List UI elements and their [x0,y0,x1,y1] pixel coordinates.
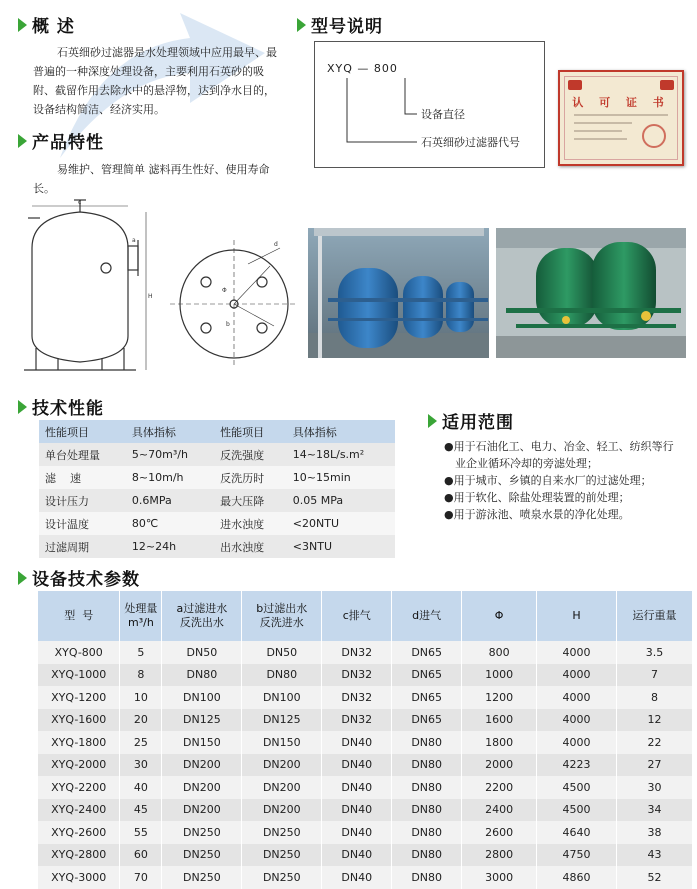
table-cell: DN100 [242,686,322,709]
table-cell: <3NTU [287,535,395,558]
list-item: ●用于城市、乡镇的自来水厂的过滤处理； [444,474,652,487]
table-header-cell: c排气 [322,591,392,641]
table-row [38,799,693,822]
table-cell: 0.05 MPa [287,489,395,512]
table-header-cell: Φ [462,591,537,641]
table-cell: XYQ-1800 [38,731,120,754]
table-cell: DN200 [242,776,322,799]
photo-blue-filter-tanks [308,228,489,358]
table-header-cell: b过滤出水 反洗进水 [242,591,322,641]
table-cell: XYQ-2600 [38,821,120,844]
certificate-title: 认 可 证 书 [572,96,670,109]
table-cell: DN125 [242,709,322,732]
table-cell: DN250 [162,844,242,867]
table-cell: 0.6MPa [126,489,214,512]
table-cell: 3000 [462,866,537,889]
model-heading [297,12,383,37]
table-cell: XYQ-2200 [38,776,120,799]
certificate-logo-left [568,80,582,90]
table-cell: DN50 [242,641,322,664]
table-header-cell: 性能项目 [214,420,287,443]
table-cell: 3.5 [617,641,693,664]
table-cell: 设计压力 [39,489,126,512]
params-heading [18,565,140,590]
table-cell: 2200 [462,776,537,799]
table-cell: DN40 [322,776,392,799]
list-item: ●用于软化、除盐处理装置的前处理； [444,491,630,504]
table-cell: DN80 [392,754,462,777]
table-cell: DN250 [162,821,242,844]
heading-arrow-icon [18,18,27,32]
scope-title: 适用范围 [442,413,514,433]
svg-text:c: c [78,199,82,206]
list-item: ●用于游泳池、喷泉水景的净化处理。 [444,508,630,521]
table-cell: 4223 [537,754,617,777]
features-heading [18,128,104,153]
model-label-diameter: 设备直径 [421,108,465,121]
table-cell: DN125 [162,709,242,732]
table-cell: DN40 [322,844,392,867]
table-header-row [39,420,395,443]
certificate-seal [642,124,666,148]
params-table [38,591,693,889]
table-cell: DN32 [322,641,392,664]
table-cell: 4640 [537,821,617,844]
table-row [38,686,693,709]
table-row [38,821,693,844]
table-cell: <20NTU [287,512,395,535]
table-cell: 进水浊度 [214,512,287,535]
table-cell: 反洗历时 [214,466,287,489]
table-cell: 出水浊度 [214,535,287,558]
table-cell: 1800 [462,731,537,754]
params-title: 设备技术参数 [32,570,140,590]
table-cell: DN250 [162,866,242,889]
tech-performance-table [39,420,395,558]
table-cell: DN100 [162,686,242,709]
table-cell: DN40 [322,731,392,754]
table-row [38,664,693,687]
model-title: 型号说明 [311,17,383,37]
model-label-code: 石英细砂过滤器代号 [421,136,520,149]
table-cell: 38 [617,821,693,844]
photo-green-filter-tanks [496,228,686,358]
overview-title: 概 述 [32,17,75,37]
table-cell: 4000 [537,709,617,732]
table-cell: 2000 [462,754,537,777]
svg-text:H: H [148,293,153,300]
table-cell: 过滤周期 [39,535,126,558]
table-cell: 滤 速 [39,466,126,489]
table-cell: DN65 [392,686,462,709]
table-row [38,754,693,777]
table-cell: DN200 [242,754,322,777]
table-cell: 40 [120,776,162,799]
table-cell: XYQ-3000 [38,866,120,889]
features-text: 易维护、管理简单 滤料再生性好、使用寿命长。 [33,163,270,195]
table-cell: 2600 [462,821,537,844]
table-cell: 10~15min [287,466,395,489]
table-cell: DN200 [162,776,242,799]
table-cell: DN150 [162,731,242,754]
table-cell: DN80 [162,664,242,687]
features-title: 产品特性 [32,133,104,153]
tank-side-view-drawing [20,198,155,383]
table-cell: DN65 [392,641,462,664]
heading-arrow-icon [18,134,27,148]
table-cell: DN50 [162,641,242,664]
table-cell: 7 [617,664,693,687]
table-cell: DN65 [392,709,462,732]
table-cell: 27 [617,754,693,777]
tech-performance-heading [18,394,104,419]
table-header-cell: a过滤进水 反洗出水 [162,591,242,641]
table-cell: DN250 [242,844,322,867]
table-cell: 43 [617,844,693,867]
table-cell: 4000 [537,641,617,664]
table-cell: DN200 [162,799,242,822]
heading-arrow-icon [18,400,27,414]
table-cell: DN80 [392,821,462,844]
table-cell: 22 [617,731,693,754]
table-header-cell: 运行重量 [617,591,693,641]
table-cell: 8~10m/h [126,466,214,489]
table-header-cell: 具体指标 [126,420,214,443]
heading-arrow-icon [428,414,437,428]
table-cell: 10 [120,686,162,709]
overview-heading [18,12,75,37]
table-cell: XYQ-1200 [38,686,120,709]
table-cell: 45 [120,799,162,822]
table-cell: 34 [617,799,693,822]
table-row [38,731,693,754]
table-cell: DN80 [242,664,322,687]
table-row [38,866,693,889]
svg-text:a: a [132,237,136,244]
list-item: ●用于石油化工、电力、冶金、轻工、纺织等行业企业循环冷却的旁滤处理； [444,440,674,470]
table-header-cell: 型 号 [38,591,120,641]
table-cell: 8 [120,664,162,687]
table-row [39,443,395,466]
table-cell: 4500 [537,799,617,822]
table-cell: XYQ-2400 [38,799,120,822]
table-cell: 4000 [537,664,617,687]
table-cell: 4000 [537,686,617,709]
svg-text:Φ: Φ [222,287,227,294]
table-cell: 设计温度 [39,512,126,535]
table-cell: DN200 [162,754,242,777]
table-cell: 2800 [462,844,537,867]
table-cell: 60 [120,844,162,867]
table-header-cell: H [537,591,617,641]
table-cell: 20 [120,709,162,732]
table-cell: 8 [617,686,693,709]
table-cell: DN32 [322,686,392,709]
table-cell: 4000 [537,731,617,754]
table-cell: 12 [617,709,693,732]
certificate-image [558,70,684,166]
heading-arrow-icon [297,18,306,32]
table-cell: 25 [120,731,162,754]
table-row [39,489,395,512]
model-code: XYQ — 800 [327,62,398,75]
table-cell: DN80 [392,866,462,889]
model-explanation-box [314,41,545,168]
table-cell: DN80 [392,731,462,754]
table-header-row [38,591,693,641]
table-cell: 最大压降 [214,489,287,512]
table-row [38,641,693,664]
table-row [39,466,395,489]
table-row [38,776,693,799]
table-cell: 12~24h [126,535,214,558]
table-header-cell: d进气 [392,591,462,641]
table-cell: XYQ-2000 [38,754,120,777]
table-cell: 单台处理量 [39,443,126,466]
table-cell: DN40 [322,866,392,889]
table-cell: DN80 [392,844,462,867]
table-row [38,844,693,867]
svg-text:d: d [274,241,278,248]
table-cell: 4860 [537,866,617,889]
table-cell: DN80 [392,799,462,822]
table-cell: DN40 [322,754,392,777]
table-cell: 80℃ [126,512,214,535]
tech-performance-title: 技术性能 [32,399,104,419]
table-cell: DN200 [242,799,322,822]
svg-text:b: b [226,321,230,328]
table-cell: DN32 [322,664,392,687]
table-cell: 1600 [462,709,537,732]
table-cell: XYQ-800 [38,641,120,664]
table-cell: 30 [617,776,693,799]
table-header-cell: 处理量 m³/h [120,591,162,641]
table-cell: 2400 [462,799,537,822]
heading-arrow-icon [18,571,27,585]
overview-text: 石英细砂过滤器是水处理领域中应用最早、最普遍的一种深度处理设备，主要利用石英砂的吸附、截留作用去除水中的悬浮物，达到净水目的，设备结构简洁、经济实用。 [33,46,277,116]
table-cell: 30 [120,754,162,777]
scope-heading [428,408,514,433]
table-cell: DN40 [322,821,392,844]
table-cell: XYQ-1000 [38,664,120,687]
table-cell: 52 [617,866,693,889]
table-row [38,709,693,732]
table-cell: 5 [120,641,162,664]
table-header-cell: 具体指标 [287,420,395,443]
table-cell: 反洗强度 [214,443,287,466]
table-cell: XYQ-1600 [38,709,120,732]
table-cell: DN65 [392,664,462,687]
table-cell: 55 [120,821,162,844]
table-cell: 5~70m³/h [126,443,214,466]
table-cell: DN250 [242,821,322,844]
table-cell: 4500 [537,776,617,799]
table-cell: 70 [120,866,162,889]
table-cell: DN32 [322,709,392,732]
certificate-logo-right [660,80,674,90]
table-cell: DN40 [322,799,392,822]
table-cell: 14~18L/s.m² [287,443,395,466]
table-cell: 4750 [537,844,617,867]
table-row [39,512,395,535]
table-cell: DN150 [242,731,322,754]
scope-list [444,438,680,523]
tank-top-view-drawing [170,230,305,380]
table-cell: 800 [462,641,537,664]
table-cell: DN250 [242,866,322,889]
table-cell: 1200 [462,686,537,709]
table-row [39,535,395,558]
table-cell: XYQ-2800 [38,844,120,867]
table-cell: DN80 [392,776,462,799]
table-header-cell: 性能项目 [39,420,126,443]
table-cell: 1000 [462,664,537,687]
